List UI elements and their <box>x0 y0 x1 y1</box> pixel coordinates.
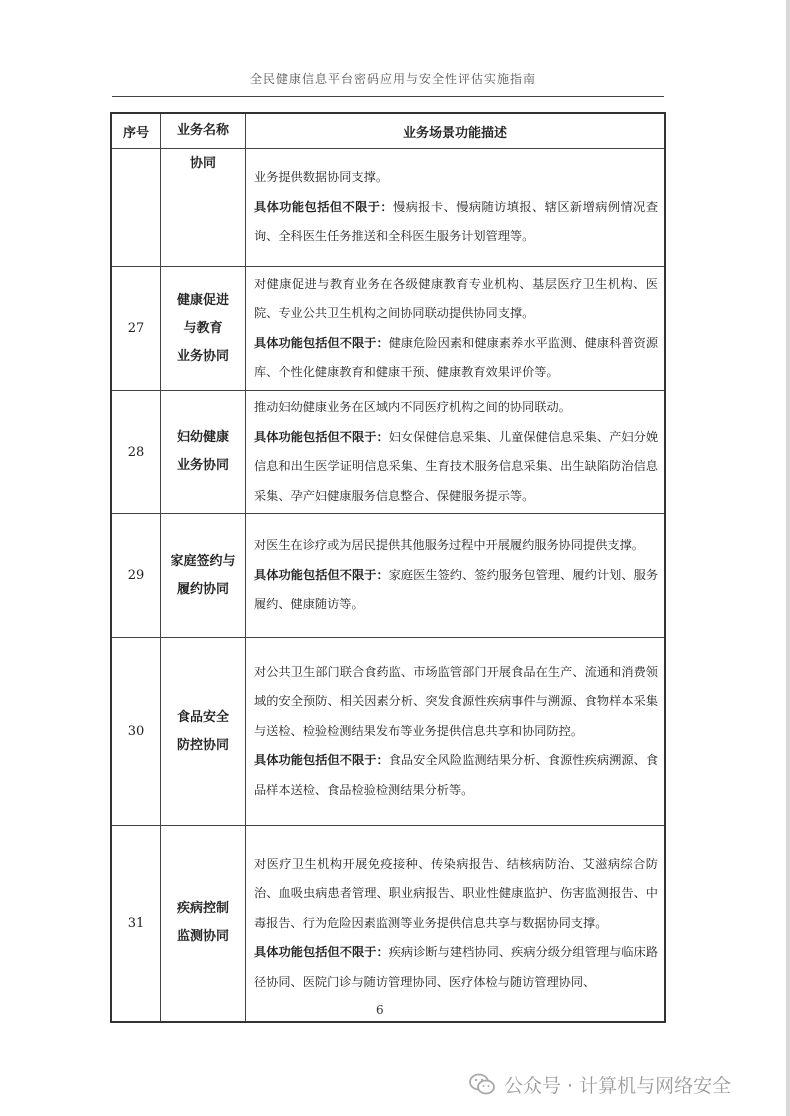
business-name-line: 妇幼健康 <box>176 430 229 445</box>
wechat-icon <box>468 1070 496 1098</box>
table-row <box>111 638 665 826</box>
business-name-line: 协同 <box>189 156 216 171</box>
business-name-line: 食品安全 <box>176 709 229 725</box>
page-number: 6 <box>376 1003 384 1017</box>
description-intro: 对公共卫生部门联合食药监、市场监管部门开展食品在生产、流通和消费领域的安全预防、相关因素分析、突发食源性疾病事件与溯源、食物样本采集与送检、检验检测结果发布等业务提供信息共享和协同防控。 <box>254 664 658 738</box>
row-index: 31 <box>111 826 161 1022</box>
functions-detail: 健康危险因素和健康素养水平监测、健康科普资源库、个性化健康教育和健康干预、健康教育效果评价等。 <box>254 335 659 379</box>
description-functions <box>254 193 658 252</box>
description-functions <box>254 746 658 805</box>
description-functions <box>254 329 658 388</box>
functions-lead: 具体功能包括但不限于： <box>254 429 389 444</box>
business-name-line: 健康促进 <box>176 292 229 308</box>
description-intro: 对健康促进与教育业务在各级健康教育专业机构、基层医疗卫生机构、医院、专业公共卫生机构之间协同联动提供协同支撑。 <box>254 276 658 320</box>
header-desc: 业务场景功能描述 <box>246 113 666 149</box>
table-row <box>111 149 665 267</box>
functions-detail: 家庭医生签约、签约服务包管理、履约计划、服务履约、健康随访等。 <box>254 567 659 612</box>
description-intro: 推动妇幼健康业务在区域内不同医疗机构之间的协同联动。 <box>254 400 571 414</box>
row-index <box>111 149 161 267</box>
table-body <box>111 149 665 1022</box>
business-scenario-table <box>110 112 666 1023</box>
business-name-line: 业务协同 <box>176 458 229 473</box>
table-row <box>111 514 665 638</box>
description-functions <box>254 938 658 997</box>
page-header-title: 全民健康信息平台密码应用与安全性评估实施指南 <box>250 72 537 86</box>
row-index: 27 <box>111 267 161 391</box>
functions-detail: 疾病诊断与建档协同、疾病分级分组管理与临床路径协同、医院门诊与随访管理协同、医疗体检与随访管理协同、 <box>254 945 659 989</box>
header-rule <box>112 96 664 97</box>
functions-detail: 妇女保健信息采集、儿童保健信息采集、产妇分娩信息和出生医学证明信息采集、生育技术服务信息采集、出生缺陷防治信息采集、孕产妇健康服务信息整合、保健服务提示等。 <box>254 429 659 503</box>
business-name-line: 家庭签约与 <box>170 553 236 569</box>
description-intro: 对医生在诊疗或为居民提供其他服务过程中开展履约服务协同提供支撑。 <box>254 538 644 553</box>
description-functions <box>254 561 658 620</box>
table-row <box>111 826 665 1022</box>
business-name-line: 履约协同 <box>176 581 229 597</box>
description-functions <box>254 423 658 512</box>
row-index: 29 <box>111 514 161 638</box>
table-row <box>111 391 665 514</box>
row-business-name <box>161 826 246 1022</box>
table-row <box>111 267 665 391</box>
business-name-line: 与教育 <box>183 320 223 336</box>
watermark <box>468 1070 731 1098</box>
functions-lead: 具体功能包括但不限于： <box>254 335 389 350</box>
functions-lead: 具体功能包括但不限于： <box>254 753 389 768</box>
functions-detail: 食品安全风险监测结果分析、食源性疾病溯源、食品样本送检、食品检验检测结果分析等。 <box>254 753 659 797</box>
row-description <box>246 514 666 638</box>
business-name-line: 业务协同 <box>176 348 229 364</box>
row-description <box>246 638 666 826</box>
business-name-line: 防控协同 <box>176 737 229 753</box>
description-intro: 对医疗卫生机构开展免疫接种、传染病报告、结核病防治、艾滋病综合防治、血吸虫病患者管理、职业病报告、职业性健康监护、伤害监测报告、中毒报告、行为危险因素监测等业务提供信息共享与数据协同支撑。 <box>254 856 658 930</box>
row-description <box>246 391 666 514</box>
table-header-row <box>111 113 665 149</box>
functions-lead: 具体功能包括但不限于： <box>254 199 394 214</box>
row-business-name <box>161 149 246 267</box>
description-intro: 业务提供数据协同支撑。 <box>254 170 389 185</box>
business-name-line: 监测协同 <box>176 929 229 945</box>
functions-detail: 慢病报卡、慢病随访填报、辖区新增病例情况查询、全科医生任务推送和全科医生服务计划管理等。 <box>254 199 659 244</box>
row-description <box>246 149 666 267</box>
row-business-name <box>161 514 246 638</box>
row-business-name <box>161 638 246 826</box>
header-index: 序号 <box>111 113 161 149</box>
functions-lead: 具体功能包括但不限于： <box>254 945 389 959</box>
header-name: 业务名称 <box>161 113 246 149</box>
row-business-name <box>161 267 246 391</box>
row-description <box>246 826 666 1022</box>
row-index: 30 <box>111 638 161 826</box>
row-index: 28 <box>111 391 161 514</box>
row-business-name <box>161 391 246 514</box>
business-name-line: 疾病控制 <box>176 901 229 917</box>
scan-edge <box>786 0 790 1116</box>
functions-lead: 具体功能包括但不限于： <box>254 567 389 582</box>
watermark-text: 公众号 · 计算机与网络安全 <box>504 1074 732 1097</box>
row-description <box>246 267 666 391</box>
